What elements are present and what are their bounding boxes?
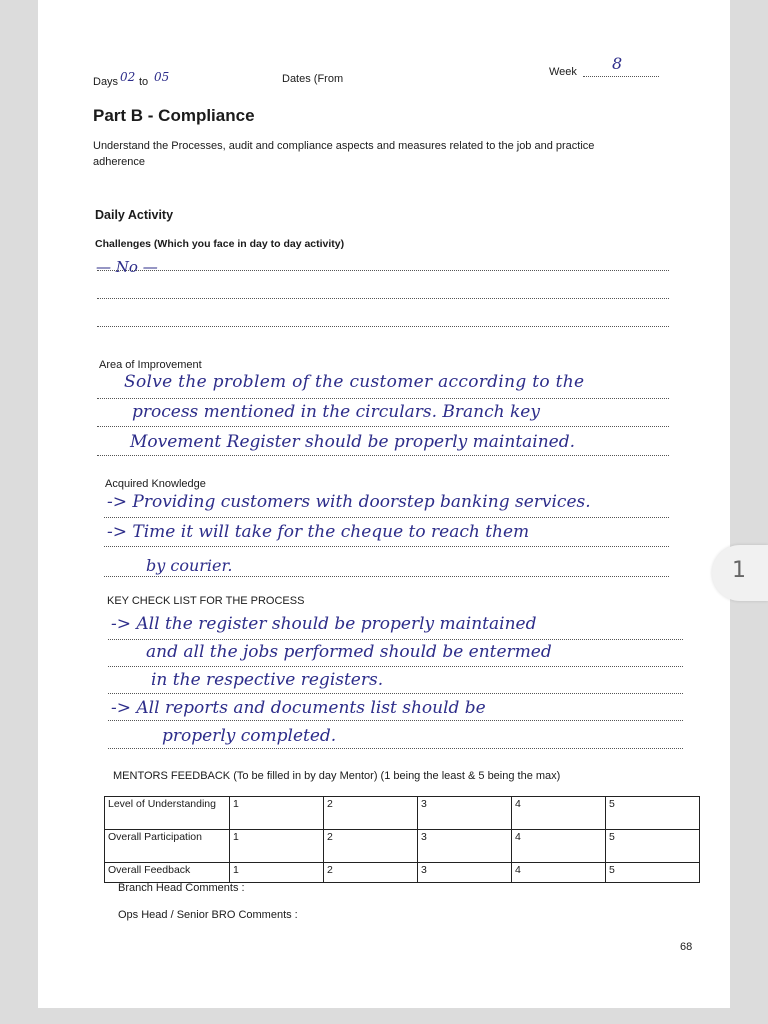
rating-cell: 4	[512, 830, 606, 863]
table-row	[105, 863, 700, 883]
rating-cell: 4	[512, 863, 606, 883]
dotted-line	[104, 546, 669, 547]
ops-head-comments-label: Ops Head / Senior BRO Comments :	[118, 909, 298, 921]
week-value: 8	[612, 54, 623, 73]
dotted-line	[97, 326, 669, 327]
rating-cell: 2	[324, 830, 418, 863]
knowledge-line-2: -> Time it will take for the cheque to reach them	[107, 522, 530, 542]
rating-cell: 5	[606, 863, 700, 883]
page-indicator-tab[interactable]	[712, 545, 768, 601]
rating-cell: 2	[324, 863, 418, 883]
checklist-line-4: -> All reports and documents list should be	[111, 698, 486, 718]
dotted-line	[97, 398, 669, 399]
dotted-line	[97, 270, 669, 271]
intro-text: Understand the Processes, audit and compliance aspects and measures related to the job and practice adherence	[93, 140, 595, 168]
row-label: Level of Understanding	[105, 797, 230, 830]
improvement-line-3: Movement Register should be properly maintained.	[130, 432, 576, 452]
knowledge-line-1: -> Providing customers with doorstep banking services.	[107, 492, 591, 512]
days-from-value: 02	[120, 70, 136, 84]
dotted-line	[104, 576, 669, 577]
row-label: Overall Participation	[105, 830, 230, 863]
days-to-label: to	[139, 76, 149, 88]
page-title: Part B - Compliance	[93, 106, 255, 125]
dotted-line	[104, 517, 669, 518]
table-row	[105, 797, 700, 830]
page-number: 68	[680, 941, 693, 953]
challenges-label: Challenges (Which you face in day to day activity)	[95, 238, 345, 250]
feedback-label: MENTORS FEEDBACK (To be filled in by day Mentor) (1 being the least & 5 being the max)	[113, 770, 561, 782]
dotted-line	[108, 748, 683, 749]
rating-cell: 5	[606, 830, 700, 863]
days-label: Days	[93, 76, 119, 88]
knowledge-line-3: by courier.	[146, 556, 233, 575]
improvement-label: Area of Improvement	[99, 359, 202, 371]
dotted-line	[97, 455, 669, 456]
rating-cell: 1	[230, 830, 324, 863]
dotted-line	[97, 426, 669, 427]
row-label: Overall Feedback	[105, 863, 230, 883]
knowledge-label: Acquired Knowledge	[105, 478, 206, 490]
days-to-value: 05	[154, 70, 170, 84]
rating-cell: 1	[230, 863, 324, 883]
checklist-line-1: -> All the register should be properly maintained	[111, 614, 537, 634]
rating-cell: 4	[512, 797, 606, 830]
checklist-line-5: properly completed.	[162, 726, 337, 746]
rating-cell: 5	[606, 797, 700, 830]
rating-cell: 1	[230, 797, 324, 830]
improvement-line-1: Solve the problem of the customer according to the	[124, 372, 585, 392]
checklist-line-3: in the respective registers.	[151, 670, 384, 690]
dates-label: Dates (From	[282, 73, 344, 85]
dotted-line	[108, 639, 683, 640]
daily-activity-heading: Daily Activity	[95, 208, 174, 222]
page-indicator-number: 1	[732, 558, 746, 583]
dotted-line	[108, 693, 683, 694]
checklist-label: KEY CHECK LIST FOR THE PROCESS	[107, 595, 305, 607]
document-page	[38, 0, 730, 1008]
rating-cell: 2	[324, 797, 418, 830]
challenges-line-1: — No —	[96, 258, 158, 276]
dotted-line	[97, 298, 669, 299]
week-dotted-line	[583, 76, 659, 77]
rating-cell: 3	[418, 863, 512, 883]
dotted-line	[108, 666, 683, 667]
table-row	[105, 830, 700, 863]
rating-cell: 3	[418, 830, 512, 863]
branch-head-comments-label: Branch Head Comments :	[118, 882, 245, 894]
rating-cell: 3	[418, 797, 512, 830]
week-label: Week	[549, 66, 577, 78]
checklist-line-2: and all the jobs performed should be entermed	[146, 642, 552, 662]
improvement-line-2: process mentioned in the circulars. Branch key	[132, 402, 540, 422]
feedback-table	[104, 796, 700, 883]
dotted-line	[108, 720, 683, 721]
